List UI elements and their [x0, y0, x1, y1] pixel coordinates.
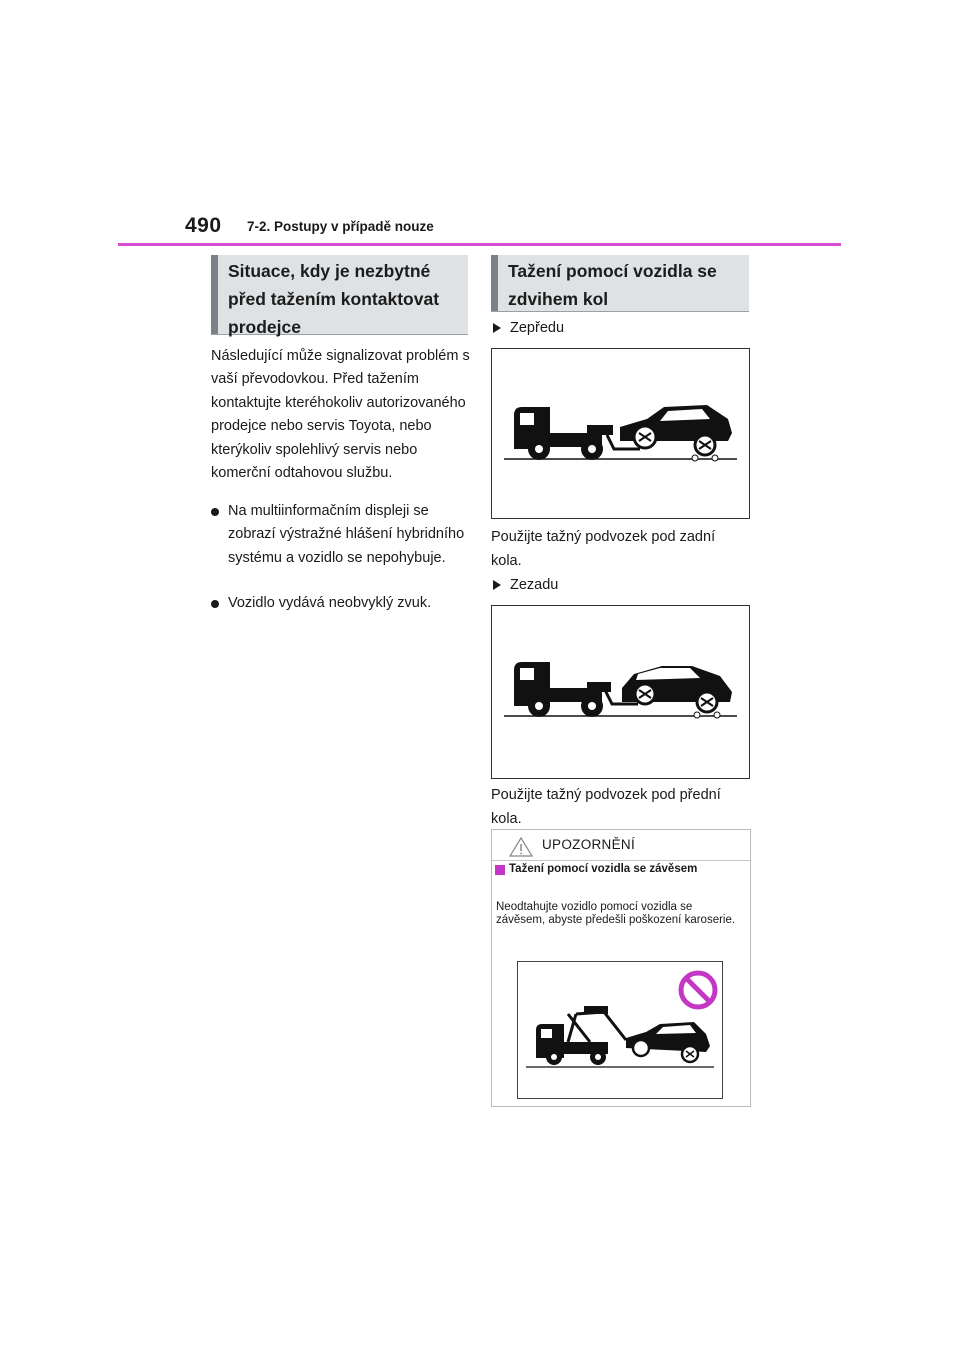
tow-truck-front-icon: [492, 349, 749, 518]
warning-subtitle: Tažení pomocí vozidla se závěsem: [509, 863, 698, 875]
triangle-bullet-icon: [493, 323, 501, 333]
warning-body: Neodtahujte vozidlo pomocí vozidla se závěsem, abyste předešli poškození karoserie.: [496, 901, 736, 926]
warning-square-bullet-icon: [495, 865, 505, 875]
intro-paragraph: Následující může signalizovat problém s vaší převodovkou. Před tažením kontaktujte kteréhokoliv autorizovaného prodejce nebo servis Toyota, nebo kterýkoliv spolehlivý servis nebo komerční odtahovou službu.: [211, 348, 470, 482]
section-title: 7-2. Postupy v případě nouze: [247, 219, 434, 234]
warning-triangle-icon: [509, 837, 533, 857]
rear-label: Zezadu: [510, 577, 559, 593]
heading-accent-bar: [491, 255, 498, 311]
warning-header: [492, 830, 750, 861]
tow-rear-figure: [491, 605, 750, 779]
bullet-dot-icon: [211, 508, 219, 516]
heading-accent-bar: [211, 255, 218, 334]
warning-title: UPOZORNĚNÍ: [542, 837, 636, 852]
rear-caption: Použijte tažný podvozek pod přední kola.: [491, 787, 721, 827]
tow-truck-rear-icon: [492, 606, 749, 778]
front-label: Zepředu: [510, 320, 565, 336]
bullet-dot-icon: [211, 600, 219, 608]
tow-front-figure: [491, 348, 750, 519]
bullet-text: Vozidlo vydává neobvyklý zvuk.: [228, 595, 432, 611]
left-section-heading: Situace, kdy je nezbytné před tažením kontaktovat prodejce: [228, 261, 440, 337]
triangle-bullet-icon: [493, 580, 501, 590]
bullet-text: Na multiinformačním displeji se zobrazí výstražné hlášení hybridního systému a vozidlo se nepohybuje.: [228, 503, 465, 566]
page-number: 490: [185, 214, 222, 237]
front-caption: Použijte tažný podvozek pod zadní kola.: [491, 529, 716, 569]
right-section-heading: Tažení pomocí vozidla se zdvihem kol: [508, 261, 717, 309]
sling-tow-truck-prohibited-icon: [518, 962, 722, 1098]
header-divider: [118, 243, 841, 246]
right-section-heading-box: [491, 255, 749, 312]
sling-tow-prohibited-figure: [517, 961, 723, 1099]
left-section-heading-box: [211, 255, 468, 335]
